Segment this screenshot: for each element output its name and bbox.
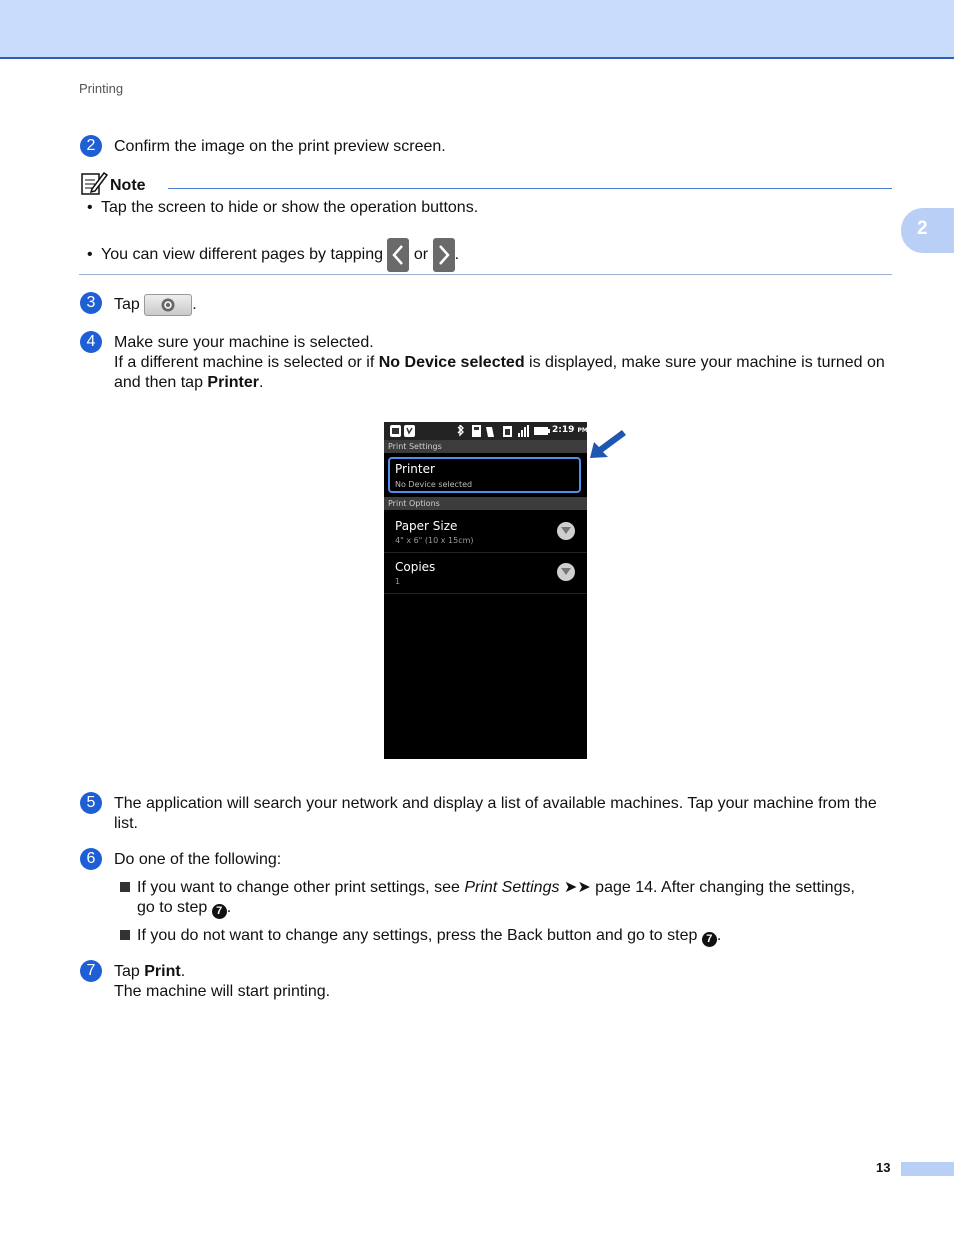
text-run: Tap (114, 963, 145, 980)
step-period: . (192, 296, 197, 314)
bold-no-device: No Device selected (378, 354, 525, 371)
square-bullet-icon (120, 930, 130, 940)
step-text: The application will search your network and display a list of available machines. Tap your machine from the list. (114, 795, 877, 832)
step-number: 6 (80, 848, 102, 870)
bold-print: Print (144, 963, 181, 980)
step-text: Do one of the following: (114, 851, 282, 868)
step-ref-badge: 7 (212, 904, 227, 919)
note-bottom-rule (79, 274, 892, 275)
step-2 (80, 137, 895, 157)
paper-size-title: Paper Size (395, 519, 458, 533)
link-print-settings[interactable]: Print Settings (464, 879, 560, 896)
bold-printer: Printer (207, 374, 259, 391)
status-bar (384, 422, 587, 440)
step-number: 4 (80, 331, 102, 353)
step-text: Make sure your machine is selected. (114, 334, 374, 351)
note-or-text: or (409, 246, 433, 264)
note-bullet-1: • Tap the screen to hide or show the operation buttons. (87, 199, 479, 216)
double-arrow: ➤➤ (559, 879, 596, 896)
text-run: If you want to change other print settings, see (137, 879, 465, 896)
text-run: . (259, 374, 264, 391)
footer-bar (901, 1162, 954, 1176)
step-text: Tap (114, 296, 145, 314)
note-bullet-2: • You can view different pages by tapping or . (87, 238, 459, 272)
step-5 (80, 794, 895, 834)
step-text-2: The machine will start printing. (114, 983, 331, 1000)
text-run: is displayed, make sure your machine is turned on and then tap (114, 354, 885, 391)
print-button-icon (144, 294, 192, 316)
note-rule (168, 188, 892, 189)
clock-ampm: PM (577, 427, 588, 434)
step-ref-badge: 7 (702, 932, 717, 947)
dropdown-arrow-icon[interactable] (557, 563, 575, 581)
text-run: page 14. After changing the settings, (595, 879, 855, 896)
copies-row[interactable] (384, 553, 587, 594)
text-run: go to step (137, 899, 212, 916)
copies-title: Copies (395, 560, 436, 574)
step-number: 5 (80, 792, 102, 814)
text-run: . (226, 899, 232, 916)
chapter-number: 2 (917, 218, 928, 239)
step-6-option-2 (120, 926, 895, 947)
phone-screenshot (384, 422, 587, 759)
clock-time: 2:19 (552, 425, 575, 435)
printer-title: Printer (395, 462, 435, 476)
step-3 (80, 294, 895, 316)
note-bullet-1-text: Tap the screen to hide or show the operation buttons. (101, 199, 479, 216)
section-print-settings: Print Settings (384, 440, 587, 453)
note-pencil-icon (80, 170, 108, 196)
note-bullet-2-text: You can view different pages by tapping (101, 246, 388, 264)
chevron-left-icon (387, 238, 409, 272)
note-label: Note (110, 177, 146, 194)
printer-subtitle: No Device selected (395, 480, 473, 489)
step-text (114, 962, 895, 982)
note-period: . (454, 246, 460, 264)
step-number: 7 (80, 960, 102, 982)
step-number: 2 (80, 135, 102, 157)
step-7 (80, 962, 895, 1002)
pointer-arrow-icon (590, 430, 628, 460)
page-number: 13 (876, 1160, 891, 1175)
notification-icons (390, 425, 420, 437)
text-run: If a different machine is selected or if (114, 354, 379, 371)
printer-row[interactable] (388, 457, 581, 493)
text-run: If you do not want to change any settings, press the Back button and go to step (137, 927, 702, 944)
section-print-options: Print Options (384, 497, 587, 510)
status-icons (456, 425, 550, 437)
step-text-2 (114, 353, 895, 393)
top-band (0, 0, 954, 59)
step-text: Confirm the image on the print preview screen. (114, 138, 446, 155)
dropdown-arrow-icon[interactable] (557, 522, 575, 540)
step-6-option-1 (120, 878, 895, 919)
step-4 (80, 333, 895, 393)
status-time (552, 425, 588, 435)
square-bullet-icon (120, 882, 130, 892)
paper-size-value: 4" x 6" (10 x 15cm) (395, 536, 474, 545)
paper-size-row[interactable] (384, 510, 587, 553)
step-number: 3 (80, 292, 102, 314)
text-run: . (716, 927, 722, 944)
step-6 (80, 850, 895, 870)
text-run: . (180, 963, 186, 980)
chapter-tab (901, 208, 954, 253)
copies-value: 1 (395, 577, 401, 586)
running-header: Printing (79, 81, 124, 96)
chevron-right-icon (433, 238, 455, 272)
